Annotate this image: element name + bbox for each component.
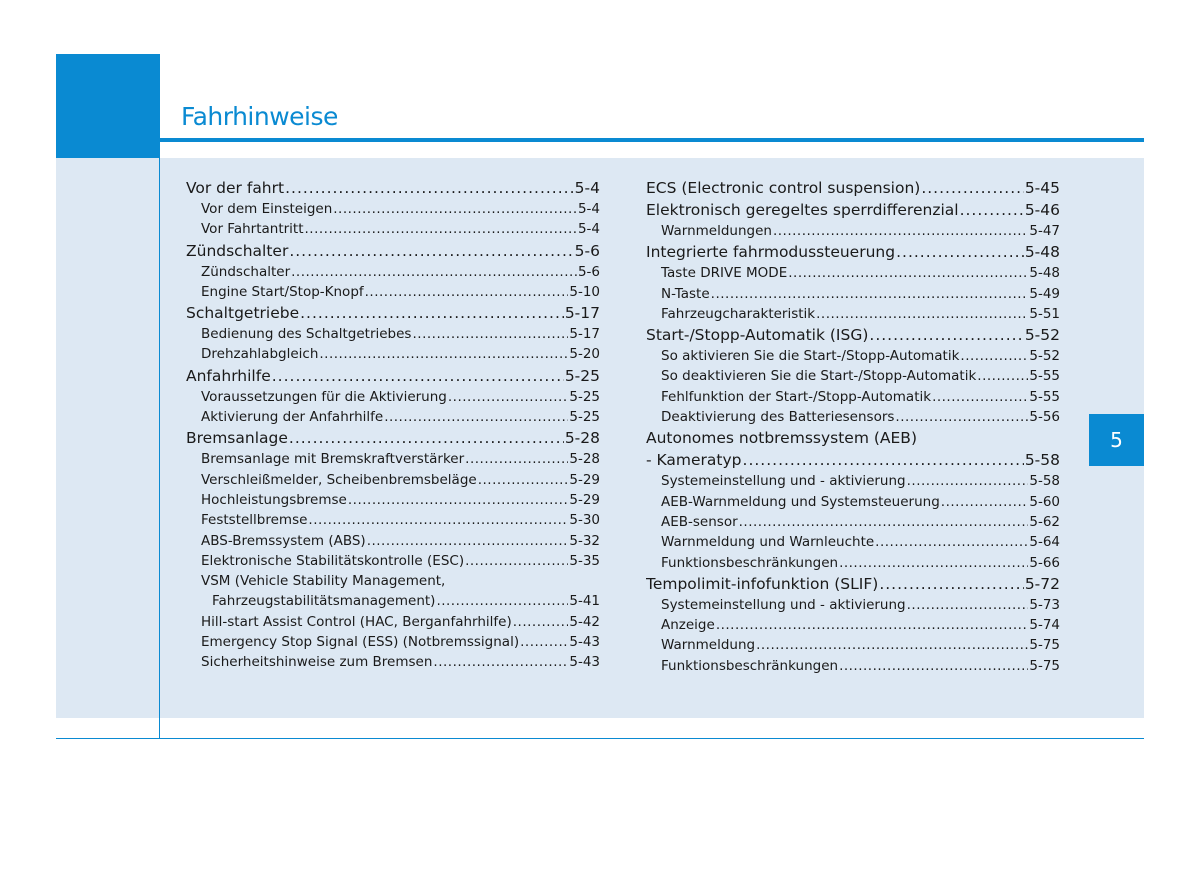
toc-page-number: 5-51 (1029, 305, 1060, 322)
dot-leader (412, 324, 568, 344)
page-title: Fahrhinweise (181, 102, 338, 131)
toc-page-number: 5-66 (1029, 554, 1060, 571)
toc-page-number: 5-25 (569, 409, 600, 426)
title-rule (160, 138, 1144, 142)
dot-leader (816, 304, 1028, 324)
toc-section-entry[interactable] (186, 365, 600, 387)
toc-subentry-continuation[interactable] (186, 591, 600, 611)
toc-page-number: 5-48 (1029, 265, 1060, 282)
toc-subentry[interactable] (186, 387, 600, 407)
dot-leader (348, 490, 569, 510)
dot-leader (960, 346, 1028, 366)
toc-subentry[interactable] (186, 262, 600, 282)
toc-section-entry[interactable] (186, 427, 600, 449)
toc-entry-title: Hochleistungsbremse (201, 491, 347, 508)
toc-entry-title: Taste DRIVE MODE (661, 265, 788, 282)
dot-leader (960, 199, 1024, 221)
dot-leader (285, 177, 574, 199)
toc-entry-title: Tempolimit-infofunktion (SLIF) (646, 574, 879, 593)
toc-section-entry[interactable] (646, 241, 1060, 263)
toc-entry-title: Engine Start/Stop-Knopf (201, 283, 364, 300)
dot-leader (465, 551, 568, 571)
toc-entry-title: Funktionsbeschränkungen (661, 657, 839, 674)
toc-entry-title: Voraussetzungen für die Aktivierung (201, 388, 447, 405)
dot-leader (839, 553, 1028, 573)
toc-entry-title: - Kameratyp (646, 451, 742, 470)
toc-subentry[interactable] (646, 553, 1060, 573)
toc-entry-title: Integrierte fahrmodussteuerung (646, 243, 896, 262)
dot-leader (367, 531, 569, 551)
dot-leader (907, 471, 1029, 491)
toc-page-number: 5-64 (1029, 534, 1060, 551)
toc-subentry[interactable] (646, 471, 1060, 491)
toc-entry-title: Fahrzeugstabilitätsmanagement) (212, 593, 436, 610)
toc-page-number: 5-47 (1029, 223, 1060, 239)
toc-entry-title: Elektronisch geregeltes sperrdifferenzial (646, 201, 959, 219)
toc-page-number: 5-43 (569, 634, 600, 651)
toc-page-number: 5-49 (1029, 285, 1060, 302)
toc-subentry[interactable] (646, 635, 1060, 655)
toc-entry-title: Fahrzeugcharakteristik (661, 305, 816, 322)
toc-entry-title: Verschleißmelder, Scheibenbremsbeläge (201, 471, 477, 488)
toc-subentry[interactable] (646, 615, 1060, 635)
toc-section-entry[interactable] (646, 324, 1060, 346)
toc-entry-title: ABS-Bremssystem (ABS) (201, 532, 366, 549)
toc-subentry[interactable] (186, 571, 600, 591)
toc-subentry[interactable] (646, 284, 1060, 304)
toc-page-number: 5-46 (1024, 201, 1060, 219)
toc-section-entry[interactable] (646, 427, 1060, 449)
toc-section-entry[interactable] (646, 449, 1060, 471)
toc-page-number: 5-20 (569, 346, 600, 363)
toc-entry-title: So deaktivieren Sie die Start-/Stopp-Automatik (661, 368, 977, 385)
dot-leader (300, 302, 564, 324)
toc-subentry[interactable] (186, 531, 600, 551)
toc-section-entry[interactable] (186, 177, 600, 199)
toc-subentry[interactable] (186, 449, 600, 469)
toc-section-entry[interactable] (646, 177, 1060, 199)
toc-entry-title: Zündschalter (201, 263, 291, 280)
dot-leader (384, 407, 568, 427)
toc-subentry[interactable] (646, 304, 1060, 324)
toc-page-number: 5-73 (1029, 596, 1060, 613)
toc-page-number: 5-28 (564, 429, 600, 448)
toc-page-number: 5-48 (1024, 243, 1060, 262)
toc-subentry[interactable] (186, 632, 600, 652)
dot-leader (319, 344, 568, 364)
toc-entry-title: Systemeinstellung und - aktivierung (661, 596, 906, 613)
toc-page-number: 5-4 (574, 179, 600, 197)
toc-page-number: 5-56 (1029, 409, 1060, 426)
toc-page-number: 5-4 (577, 221, 600, 238)
toc-entry-title: Feststellbremse (201, 512, 308, 529)
toc-entry-title: Vor Fahrtantritt (201, 221, 304, 238)
toc-page-number: 5-75 (1029, 637, 1060, 654)
dot-leader (448, 387, 569, 407)
toc-subentry[interactable] (646, 387, 1060, 407)
toc-subentry[interactable] (646, 366, 1060, 386)
toc-entry-title: So aktivieren Sie die Start-/Stopp-Automatik (661, 348, 960, 365)
toc-entry-title: AEB-Warnmeldung und Systemsteuerung (661, 493, 940, 510)
dot-leader (308, 510, 568, 530)
dot-leader (436, 591, 568, 611)
toc-entry-title: Sicherheitshinweise zum Bremsen (201, 654, 433, 671)
toc-page-number: 5-55 (1029, 388, 1060, 405)
toc-subentry[interactable] (646, 532, 1060, 552)
toc-page-number: 5-58 (1024, 451, 1060, 470)
toc-entry-title: Autonomes notbremssystem (AEB) (646, 429, 917, 448)
dot-leader (291, 262, 577, 282)
toc-page-number: 5-52 (1024, 326, 1060, 345)
dot-leader (977, 366, 1028, 386)
dot-leader (520, 632, 568, 652)
toc-section-entry[interactable] (646, 199, 1060, 221)
dot-leader (839, 656, 1028, 676)
toc-subentry[interactable] (646, 512, 1060, 532)
toc-subentry[interactable] (186, 490, 600, 510)
chapter-number: 5 (1110, 428, 1123, 452)
dot-leader (788, 263, 1028, 283)
toc-entry-title: Drehzahlabgleich (201, 346, 319, 363)
toc-page-number: 5-4 (577, 201, 600, 217)
toc-page-number: 5-25 (569, 388, 600, 405)
toc-column-left (186, 177, 600, 673)
toc-entry-title: Start-/Stopp-Automatik (ISG) (646, 326, 869, 345)
toc-section-entry[interactable] (186, 240, 600, 262)
toc-subentry[interactable] (186, 282, 600, 302)
toc-subentry[interactable] (186, 407, 600, 427)
dot-leader (756, 635, 1028, 655)
toc-entry-title: Systemeinstellung und - aktivierung (661, 473, 906, 490)
dot-leader (743, 449, 1024, 471)
dot-leader (289, 427, 564, 449)
dot-leader (478, 470, 569, 490)
toc-page-number: 5-43 (569, 654, 600, 671)
dot-leader (465, 449, 568, 469)
toc-section-entry[interactable] (186, 302, 600, 324)
toc-page-number: 5-60 (1029, 493, 1060, 510)
toc-subentry[interactable] (186, 652, 600, 672)
toc-entry-title: Aktivierung der Anfahrhilfe (201, 409, 384, 426)
toc-subentry[interactable] (186, 551, 600, 571)
toc-entry-title: Warnmeldungen (661, 223, 772, 239)
toc-subentry[interactable] (646, 656, 1060, 676)
dot-leader (921, 177, 1023, 199)
dot-leader (907, 595, 1029, 615)
bottom-rule (56, 738, 1144, 739)
toc-subentry[interactable] (186, 612, 600, 632)
toc-entry-title: Bremsanlage mit Bremskraftverstärker (201, 451, 465, 468)
toc-page-number: 5-30 (569, 512, 600, 529)
toc-subentry[interactable] (186, 510, 600, 530)
toc-entry-title: AEB-sensor (661, 513, 738, 530)
chapter-tab[interactable] (1089, 414, 1144, 466)
toc-page-number: 5-72 (1024, 574, 1060, 593)
toc-page-number: 5-58 (1029, 473, 1060, 490)
toc-entry-title: Bremsanlage (186, 429, 288, 448)
toc-page-number: 5-52 (1029, 348, 1060, 365)
toc-page-number: 5-55 (1029, 368, 1060, 385)
toc-subentry[interactable] (646, 346, 1060, 366)
toc-entry-title: Funktionsbeschränkungen (661, 554, 839, 571)
toc-page-number: 5-74 (1029, 617, 1060, 634)
toc-entry-title: Warnmeldung und Warnleuchte (661, 534, 875, 551)
toc-subentry[interactable] (186, 324, 600, 344)
toc-subentry[interactable] (186, 199, 600, 219)
toc-page-number: 5-29 (569, 471, 600, 488)
toc-page-number: 5-17 (569, 326, 600, 343)
toc-page-number: 5-42 (569, 613, 600, 630)
dot-leader (365, 282, 569, 302)
dot-leader (879, 573, 1024, 595)
toc-entry-title: N-Taste (661, 285, 710, 302)
dot-leader (773, 221, 1028, 241)
dot-leader (289, 240, 573, 262)
dot-leader (333, 199, 577, 219)
toc-entry-title: Emergency Stop Signal (ESS) (Notbremssignal) (201, 634, 520, 651)
toc-subentry[interactable] (646, 407, 1060, 427)
toc-page-number: 5-6 (574, 241, 600, 260)
toc-page-number: 5-28 (569, 451, 600, 468)
toc-page-number: 5-10 (569, 283, 600, 300)
toc-entry-title: Anzeige (661, 617, 715, 634)
toc-entry-title: Elektronische Stabilitätskontrolle (ESC) (201, 552, 465, 569)
toc-entry-title: ECS (Electronic control suspension) (646, 179, 921, 197)
toc-entry-title: VSM (Vehicle Stability Management, (201, 573, 446, 590)
toc-subentry[interactable] (186, 344, 600, 364)
dot-leader (305, 219, 577, 239)
toc-subentry[interactable] (646, 595, 1060, 615)
dot-leader (716, 615, 1029, 635)
toc-subentry[interactable] (186, 219, 600, 239)
toc-page-number: 5-45 (1024, 179, 1060, 197)
margin-line (159, 54, 160, 739)
dot-leader (433, 652, 568, 672)
toc-page-number: 5-17 (564, 304, 600, 323)
toc-entry-title: Anfahrhilfe (186, 366, 271, 385)
toc-subentry[interactable] (646, 492, 1060, 512)
toc-page-number: 5-25 (564, 366, 600, 385)
toc-column-right (646, 177, 1060, 676)
dot-leader (875, 532, 1028, 552)
chapter-color-block (56, 54, 160, 158)
toc-entry-title: Vor der fahrt (186, 179, 285, 197)
toc-entry-title: Fehlfunktion der Start-/Stopp-Automatik (661, 388, 932, 405)
toc-section-entry[interactable] (646, 573, 1060, 595)
toc-entry-title: Schaltgetriebe (186, 304, 300, 323)
dot-leader (941, 492, 1029, 512)
dot-leader (896, 241, 1024, 263)
dot-leader (711, 284, 1029, 304)
toc-page-number: 5-29 (569, 491, 600, 508)
toc-page-number: 5-35 (569, 552, 600, 569)
dot-leader (895, 407, 1028, 427)
dot-leader (869, 324, 1023, 346)
dot-leader (932, 387, 1028, 407)
toc-subentry[interactable] (646, 221, 1060, 241)
dot-leader (739, 512, 1029, 532)
toc-entry-title: Vor dem Einsteigen (201, 201, 333, 217)
toc-entry-title: Warnmeldung (661, 637, 756, 654)
toc-entry-title: Bedienung des Schaltgetriebes (201, 326, 412, 343)
toc-entry-title: Zündschalter (186, 241, 289, 260)
toc-entry-title: Hill-start Assist Control (HAC, Berganfahrhilfe) (201, 613, 512, 630)
toc-page-number: 5-32 (569, 532, 600, 549)
toc-subentry[interactable] (646, 263, 1060, 283)
dot-leader (272, 365, 564, 387)
toc-entry-title: Deaktivierung des Batteriesensors (661, 409, 895, 426)
dot-leader (513, 612, 569, 632)
toc-page-number: 5-6 (577, 263, 600, 280)
toc-subentry[interactable] (186, 470, 600, 490)
toc-page-number: 5-62 (1029, 513, 1060, 530)
toc-page-number: 5-41 (569, 593, 600, 610)
toc-page-number: 5-75 (1029, 657, 1060, 674)
